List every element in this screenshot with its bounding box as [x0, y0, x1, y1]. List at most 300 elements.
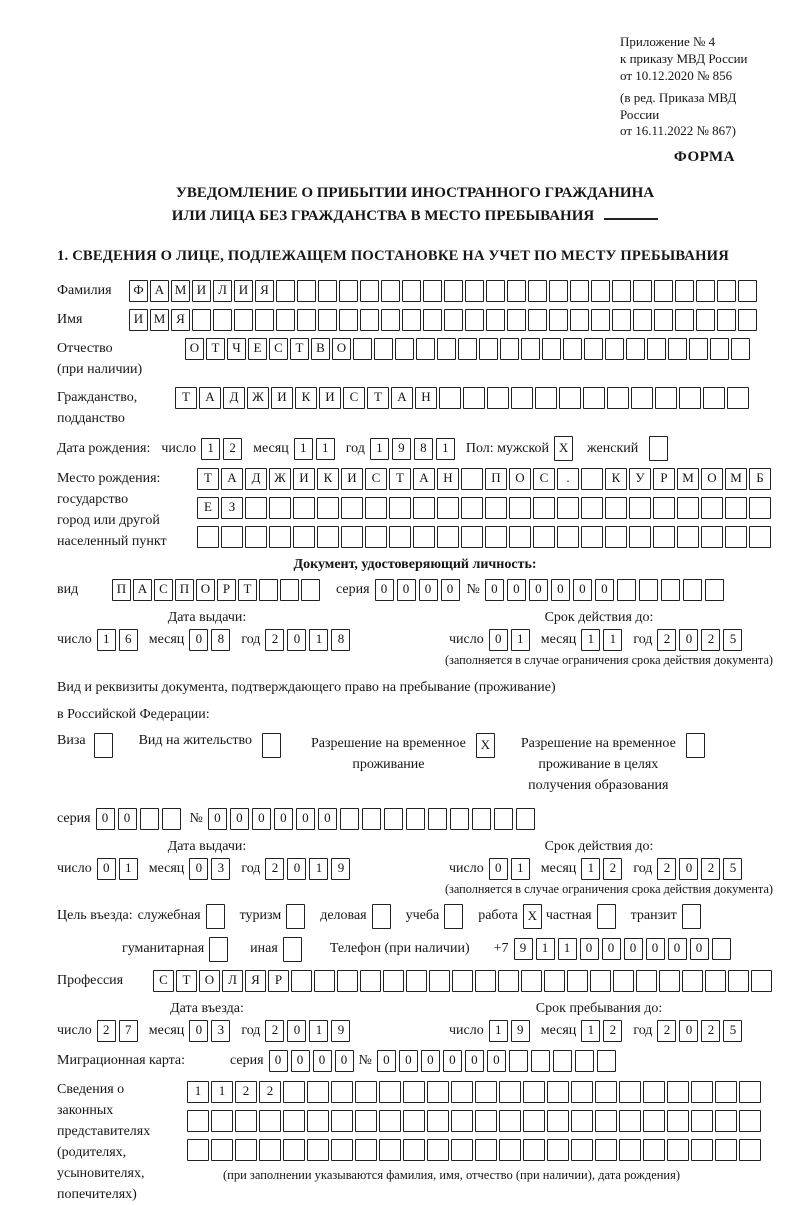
char-cell[interactable] [413, 497, 435, 519]
char-cell[interactable]: 0 [624, 938, 643, 960]
char-cell[interactable]: Я [171, 309, 190, 331]
char-cell[interactable] [528, 280, 547, 302]
char-cell[interactable] [531, 1050, 550, 1072]
char-cell[interactable] [511, 387, 533, 409]
doc-number-input[interactable] [485, 579, 727, 601]
char-cell[interactable]: 1 [294, 438, 313, 460]
char-cell[interactable]: 7 [119, 1020, 138, 1042]
char-cell[interactable]: Я [245, 970, 266, 992]
char-cell[interactable] [584, 338, 603, 360]
char-cell[interactable]: 2 [265, 629, 284, 651]
char-cell[interactable] [381, 309, 400, 331]
char-cell[interactable]: 2 [265, 858, 284, 880]
char-cell[interactable] [475, 970, 496, 992]
char-cell[interactable]: Д [223, 387, 245, 409]
char-cell[interactable]: 0 [668, 938, 687, 960]
char-cell[interactable] [291, 970, 312, 992]
char-cell[interactable]: А [391, 387, 413, 409]
char-cell[interactable]: А [150, 280, 169, 302]
char-cell[interactable] [659, 970, 680, 992]
char-cell[interactable]: С [343, 387, 365, 409]
char-cell[interactable] [444, 309, 463, 331]
representatives-input-row3[interactable] [187, 1139, 763, 1161]
migration-card-series-input[interactable] [269, 1050, 357, 1072]
char-cell[interactable]: О [185, 338, 204, 360]
representatives-input-row2[interactable] [187, 1110, 763, 1132]
char-cell[interactable] [353, 338, 372, 360]
char-cell[interactable]: О [332, 338, 351, 360]
char-cell[interactable]: Ж [247, 387, 269, 409]
char-cell[interactable]: 0 [375, 579, 394, 601]
char-cell[interactable] [507, 309, 526, 331]
char-cell[interactable]: 1 [370, 438, 389, 460]
char-cell[interactable]: 0 [487, 1050, 506, 1072]
residence-permit-checkbox[interactable] [262, 733, 281, 758]
char-cell[interactable]: 0 [189, 629, 208, 651]
char-cell[interactable] [710, 338, 729, 360]
char-cell[interactable] [486, 280, 505, 302]
char-cell[interactable]: 1 [603, 629, 622, 651]
char-cell[interactable]: 0 [397, 579, 416, 601]
char-cell[interactable] [314, 970, 335, 992]
char-cell[interactable] [557, 497, 579, 519]
stay-doc-valid-year[interactable] [657, 858, 745, 880]
char-cell[interactable] [571, 1081, 593, 1103]
char-cell[interactable] [297, 309, 316, 331]
char-cell[interactable] [549, 280, 568, 302]
char-cell[interactable] [553, 1050, 572, 1072]
char-cell[interactable]: 2 [223, 438, 242, 460]
char-cell[interactable]: 2 [235, 1081, 257, 1103]
char-cell[interactable] [235, 1110, 257, 1132]
char-cell[interactable] [463, 387, 485, 409]
char-cell[interactable] [547, 1139, 569, 1161]
char-cell[interactable] [317, 526, 339, 548]
char-cell[interactable] [521, 970, 542, 992]
char-cell[interactable]: 1 [211, 1081, 233, 1103]
char-cell[interactable] [498, 970, 519, 992]
char-cell[interactable]: 0 [679, 629, 698, 651]
char-cell[interactable] [590, 970, 611, 992]
char-cell[interactable] [293, 526, 315, 548]
char-cell[interactable] [487, 387, 509, 409]
doc-kind-input[interactable] [112, 579, 322, 601]
char-cell[interactable]: 6 [119, 629, 138, 651]
char-cell[interactable]: 8 [414, 438, 433, 460]
char-cell[interactable] [683, 579, 702, 601]
char-cell[interactable] [571, 1139, 593, 1161]
char-cell[interactable]: С [365, 468, 387, 490]
char-cell[interactable]: И [341, 468, 363, 490]
char-cell[interactable] [331, 1081, 353, 1103]
char-cell[interactable]: П [112, 579, 131, 601]
char-cell[interactable] [381, 280, 400, 302]
char-cell[interactable]: 1 [581, 629, 600, 651]
char-cell[interactable] [423, 280, 442, 302]
char-cell[interactable] [516, 808, 535, 830]
char-cell[interactable] [667, 1139, 689, 1161]
char-cell[interactable] [362, 808, 381, 830]
purpose-business-checkbox[interactable] [372, 904, 391, 929]
doc-series-input[interactable] [375, 579, 463, 601]
char-cell[interactable] [318, 280, 337, 302]
char-cell[interactable]: Р [217, 579, 236, 601]
char-cell[interactable] [703, 387, 725, 409]
char-cell[interactable] [523, 1081, 545, 1103]
char-cell[interactable]: 1 [309, 629, 328, 651]
char-cell[interactable] [437, 338, 456, 360]
char-cell[interactable] [581, 526, 603, 548]
temp-residence-checkbox[interactable] [476, 733, 495, 758]
char-cell[interactable] [461, 468, 483, 490]
profession-input[interactable] [153, 970, 774, 992]
char-cell[interactable]: 0 [602, 938, 621, 960]
char-cell[interactable]: X [523, 904, 542, 929]
char-cell[interactable]: 8 [331, 629, 350, 651]
char-cell[interactable] [499, 1139, 521, 1161]
char-cell[interactable] [619, 1081, 641, 1103]
char-cell[interactable] [283, 1139, 305, 1161]
char-cell[interactable] [197, 526, 219, 548]
birth-place-input-row1[interactable] [197, 468, 773, 490]
char-cell[interactable]: 0 [679, 1020, 698, 1042]
surname-input[interactable] [129, 280, 759, 302]
char-cell[interactable]: 0 [421, 1050, 440, 1072]
char-cell[interactable]: 0 [96, 808, 115, 830]
char-cell[interactable] [140, 808, 159, 830]
char-cell[interactable] [235, 1139, 257, 1161]
char-cell[interactable]: Т [176, 970, 197, 992]
char-cell[interactable] [211, 1139, 233, 1161]
char-cell[interactable]: У [629, 468, 651, 490]
identity-issue-day[interactable] [97, 629, 141, 651]
char-cell[interactable] [567, 970, 588, 992]
char-cell[interactable]: 0 [208, 808, 227, 830]
stay-until-year[interactable] [657, 1020, 745, 1042]
char-cell[interactable]: 0 [489, 629, 508, 651]
char-cell[interactable] [626, 338, 645, 360]
char-cell[interactable] [428, 808, 447, 830]
char-cell[interactable] [383, 970, 404, 992]
char-cell[interactable] [444, 904, 463, 929]
char-cell[interactable] [633, 280, 652, 302]
char-cell[interactable] [557, 526, 579, 548]
birth-month-input[interactable] [294, 438, 338, 460]
char-cell[interactable] [739, 1081, 761, 1103]
char-cell[interactable]: 1 [436, 438, 455, 460]
char-cell[interactable]: Т [175, 387, 197, 409]
char-cell[interactable] [677, 497, 699, 519]
phone-input[interactable] [514, 938, 734, 960]
char-cell[interactable]: 0 [274, 808, 293, 830]
char-cell[interactable]: 1 [581, 858, 600, 880]
char-cell[interactable]: 0 [507, 579, 526, 601]
char-cell[interactable]: П [485, 468, 507, 490]
stay-doc-issue-month[interactable] [189, 858, 233, 880]
char-cell[interactable] [402, 309, 421, 331]
char-cell[interactable] [728, 970, 749, 992]
char-cell[interactable] [691, 1081, 713, 1103]
char-cell[interactable] [465, 309, 484, 331]
char-cell[interactable]: З [221, 497, 243, 519]
char-cell[interactable]: О [509, 468, 531, 490]
char-cell[interactable]: И [293, 468, 315, 490]
char-cell[interactable] [612, 280, 631, 302]
char-cell[interactable] [619, 1110, 641, 1132]
char-cell[interactable]: Е [197, 497, 219, 519]
char-cell[interactable] [509, 1050, 528, 1072]
identity-valid-year[interactable] [657, 629, 745, 651]
char-cell[interactable]: 0 [679, 858, 698, 880]
char-cell[interactable]: 0 [399, 1050, 418, 1072]
char-cell[interactable] [617, 579, 636, 601]
purpose-private-checkbox[interactable] [597, 904, 616, 929]
char-cell[interactable] [629, 526, 651, 548]
char-cell[interactable] [597, 904, 616, 929]
char-cell[interactable] [297, 280, 316, 302]
stay-doc-series-input[interactable] [96, 808, 184, 830]
char-cell[interactable] [360, 309, 379, 331]
char-cell[interactable] [547, 1081, 569, 1103]
char-cell[interactable]: 3 [211, 1020, 230, 1042]
char-cell[interactable] [738, 280, 757, 302]
char-cell[interactable]: 1 [581, 1020, 600, 1042]
char-cell[interactable] [461, 526, 483, 548]
char-cell[interactable]: А [413, 468, 435, 490]
char-cell[interactable]: 2 [657, 629, 676, 651]
char-cell[interactable] [283, 1110, 305, 1132]
char-cell[interactable] [479, 338, 498, 360]
char-cell[interactable]: Б [749, 468, 771, 490]
char-cell[interactable]: 0 [230, 808, 249, 830]
char-cell[interactable] [643, 1139, 665, 1161]
char-cell[interactable] [494, 808, 513, 830]
char-cell[interactable]: И [319, 387, 341, 409]
char-cell[interactable]: 0 [441, 579, 460, 601]
char-cell[interactable]: 0 [690, 938, 709, 960]
entry-year[interactable] [265, 1020, 353, 1042]
char-cell[interactable] [507, 280, 526, 302]
char-cell[interactable] [682, 904, 701, 929]
char-cell[interactable] [549, 309, 568, 331]
char-cell[interactable] [374, 338, 393, 360]
char-cell[interactable]: 0 [287, 1020, 306, 1042]
char-cell[interactable]: 0 [189, 858, 208, 880]
char-cell[interactable] [192, 309, 211, 331]
char-cell[interactable]: А [221, 468, 243, 490]
char-cell[interactable]: 9 [514, 938, 533, 960]
char-cell[interactable]: 1 [511, 858, 530, 880]
char-cell[interactable] [269, 497, 291, 519]
char-cell[interactable]: 9 [511, 1020, 530, 1042]
char-cell[interactable]: Р [653, 468, 675, 490]
char-cell[interactable] [317, 497, 339, 519]
char-cell[interactable]: 0 [287, 629, 306, 651]
char-cell[interactable]: 0 [287, 858, 306, 880]
char-cell[interactable]: Р [268, 970, 289, 992]
char-cell[interactable] [339, 280, 358, 302]
char-cell[interactable] [360, 280, 379, 302]
char-cell[interactable] [365, 526, 387, 548]
char-cell[interactable] [331, 1139, 353, 1161]
char-cell[interactable] [751, 970, 772, 992]
purpose-other-checkbox[interactable] [283, 937, 302, 962]
char-cell[interactable]: 2 [701, 629, 720, 651]
char-cell[interactable] [739, 1139, 761, 1161]
birth-year-input[interactable] [370, 438, 458, 460]
char-cell[interactable] [209, 937, 228, 962]
char-cell[interactable] [639, 579, 658, 601]
char-cell[interactable]: 1 [97, 629, 116, 651]
char-cell[interactable]: 1 [511, 629, 530, 651]
char-cell[interactable] [605, 526, 627, 548]
char-cell[interactable]: X [554, 436, 573, 461]
char-cell[interactable] [654, 309, 673, 331]
char-cell[interactable] [705, 970, 726, 992]
char-cell[interactable]: 2 [265, 1020, 284, 1042]
purpose-transit-checkbox[interactable] [682, 904, 701, 929]
char-cell[interactable] [307, 1110, 329, 1132]
char-cell[interactable] [528, 309, 547, 331]
char-cell[interactable] [187, 1110, 209, 1132]
char-cell[interactable] [444, 280, 463, 302]
char-cell[interactable] [653, 526, 675, 548]
char-cell[interactable] [667, 1110, 689, 1132]
stay-doc-number-input[interactable] [208, 808, 538, 830]
char-cell[interactable]: И [192, 280, 211, 302]
char-cell[interactable] [486, 309, 505, 331]
purpose-tourism-checkbox[interactable] [286, 904, 305, 929]
char-cell[interactable] [521, 338, 540, 360]
char-cell[interactable] [689, 338, 708, 360]
char-cell[interactable] [605, 338, 624, 360]
char-cell[interactable] [402, 280, 421, 302]
char-cell[interactable] [691, 1110, 713, 1132]
char-cell[interactable] [276, 280, 295, 302]
char-cell[interactable] [631, 387, 653, 409]
char-cell[interactable] [94, 733, 113, 758]
char-cell[interactable] [717, 280, 736, 302]
char-cell[interactable] [636, 970, 657, 992]
char-cell[interactable] [485, 497, 507, 519]
char-cell[interactable]: 9 [392, 438, 411, 460]
char-cell[interactable] [575, 1050, 594, 1072]
char-cell[interactable]: Ч [227, 338, 246, 360]
char-cell[interactable] [633, 309, 652, 331]
char-cell[interactable] [452, 970, 473, 992]
char-cell[interactable] [406, 970, 427, 992]
char-cell[interactable] [661, 579, 680, 601]
char-cell[interactable] [255, 309, 274, 331]
char-cell[interactable] [705, 579, 724, 601]
char-cell[interactable] [547, 1110, 569, 1132]
char-cell[interactable] [653, 497, 675, 519]
char-cell[interactable] [259, 1110, 281, 1132]
char-cell[interactable]: 0 [291, 1050, 310, 1072]
char-cell[interactable] [544, 970, 565, 992]
char-cell[interactable] [570, 280, 589, 302]
char-cell[interactable] [475, 1081, 497, 1103]
char-cell[interactable] [221, 526, 243, 548]
char-cell[interactable] [701, 526, 723, 548]
char-cell[interactable]: 0 [595, 579, 614, 601]
migration-card-number-input[interactable] [377, 1050, 619, 1072]
char-cell[interactable] [403, 1081, 425, 1103]
char-cell[interactable] [437, 526, 459, 548]
char-cell[interactable] [389, 497, 411, 519]
char-cell[interactable] [739, 1110, 761, 1132]
char-cell[interactable]: 9 [331, 858, 350, 880]
char-cell[interactable] [675, 280, 694, 302]
char-cell[interactable] [559, 387, 581, 409]
char-cell[interactable]: М [725, 468, 747, 490]
char-cell[interactable] [509, 497, 531, 519]
char-cell[interactable] [451, 1139, 473, 1161]
char-cell[interactable] [283, 937, 302, 962]
char-cell[interactable] [717, 309, 736, 331]
char-cell[interactable] [738, 309, 757, 331]
char-cell[interactable] [259, 1139, 281, 1161]
char-cell[interactable]: А [133, 579, 152, 601]
char-cell[interactable]: С [154, 579, 173, 601]
char-cell[interactable] [384, 808, 403, 830]
char-cell[interactable]: 9 [331, 1020, 350, 1042]
visa-checkbox[interactable] [94, 733, 113, 758]
char-cell[interactable]: О [199, 970, 220, 992]
char-cell[interactable]: 1 [316, 438, 335, 460]
char-cell[interactable] [509, 526, 531, 548]
sex-male-checkbox[interactable] [554, 436, 573, 461]
char-cell[interactable] [472, 808, 491, 830]
char-cell[interactable]: Л [222, 970, 243, 992]
char-cell[interactable] [655, 387, 677, 409]
stay-doc-issue-year[interactable] [265, 858, 353, 880]
char-cell[interactable] [451, 1081, 473, 1103]
char-cell[interactable] [533, 526, 555, 548]
char-cell[interactable]: Т [238, 579, 257, 601]
char-cell[interactable]: 0 [465, 1050, 484, 1072]
char-cell[interactable] [475, 1139, 497, 1161]
char-cell[interactable]: В [311, 338, 330, 360]
char-cell[interactable] [643, 1110, 665, 1132]
char-cell[interactable] [647, 338, 666, 360]
char-cell[interactable] [187, 1139, 209, 1161]
char-cell[interactable]: 0 [313, 1050, 332, 1072]
char-cell[interactable] [485, 526, 507, 548]
stay-until-day[interactable] [489, 1020, 533, 1042]
char-cell[interactable]: О [701, 468, 723, 490]
char-cell[interactable] [395, 338, 414, 360]
char-cell[interactable] [341, 497, 363, 519]
char-cell[interactable]: 0 [646, 938, 665, 960]
char-cell[interactable] [668, 338, 687, 360]
char-cell[interactable] [450, 808, 469, 830]
char-cell[interactable] [293, 497, 315, 519]
purpose-humanitarian-checkbox[interactable] [209, 937, 228, 962]
char-cell[interactable]: 1 [309, 858, 328, 880]
char-cell[interactable] [612, 309, 631, 331]
sex-female-checkbox[interactable] [649, 436, 668, 461]
char-cell[interactable] [715, 1081, 737, 1103]
char-cell[interactable]: М [677, 468, 699, 490]
char-cell[interactable] [701, 497, 723, 519]
char-cell[interactable] [379, 1110, 401, 1132]
char-cell[interactable]: 0 [318, 808, 337, 830]
char-cell[interactable] [360, 970, 381, 992]
char-cell[interactable]: Т [290, 338, 309, 360]
char-cell[interactable] [465, 280, 484, 302]
entry-day[interactable] [97, 1020, 141, 1042]
